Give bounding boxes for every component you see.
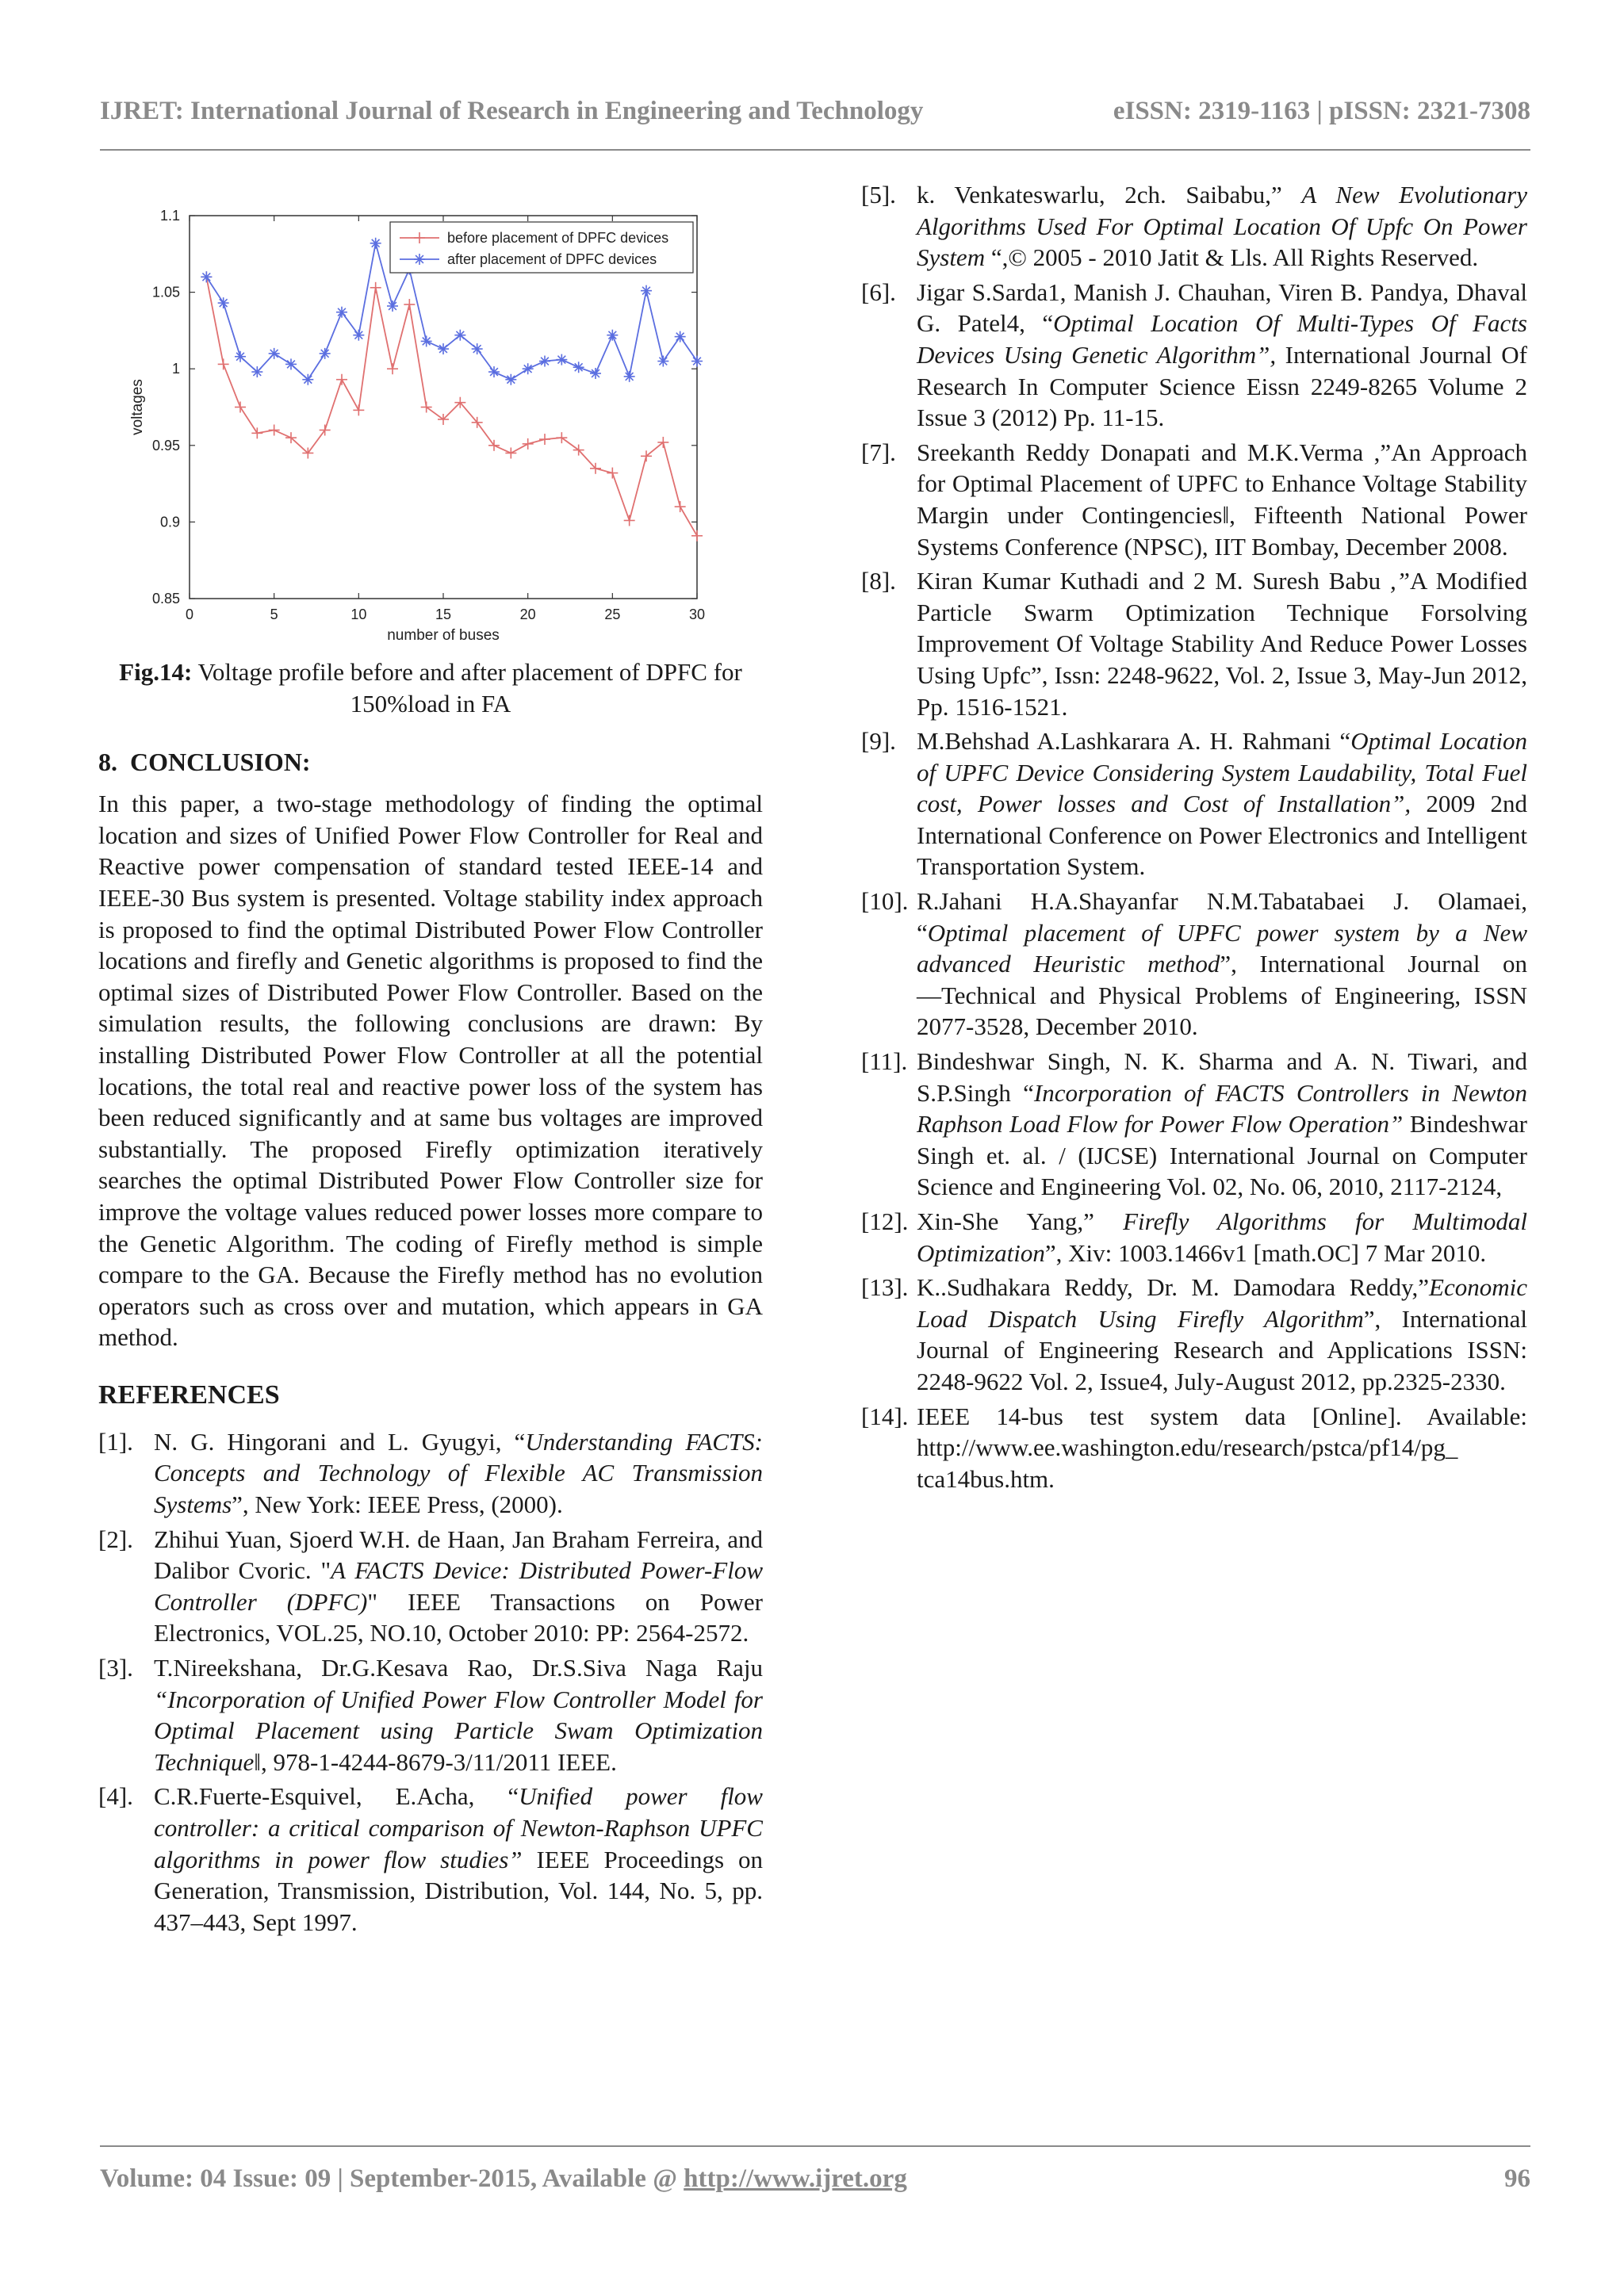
reference-number: [8].	[861, 567, 896, 595]
caption-label: Fig.14:	[119, 658, 193, 686]
y-tick-label: 1	[171, 361, 180, 377]
reference-item	[861, 1206, 1527, 1269]
reference-text: k. Venkateswarlu, 2ch. Saibabu,” A New Evolutionary Algorithms Used For Optimal Location Of Upfc On Power System “,© 2005 - 2010 Jatit & Lls. All Rights Reserved.	[917, 181, 1527, 272]
x-tick-label: 15	[435, 607, 452, 622]
caption-text: Voltage profile before and after placement of DPFC for 150%load in FA	[197, 658, 742, 718]
reference-number: [12].	[861, 1207, 909, 1235]
references-list-left	[98, 1426, 763, 1938]
x-tick-label: 0	[185, 607, 194, 622]
x-tick-label: 5	[270, 607, 278, 622]
y-tick-label: 1.05	[151, 284, 180, 300]
reference-item	[98, 1524, 763, 1649]
section-title: CONCLUSION:	[130, 748, 311, 777]
reference-text: Sreekanth Reddy Donapati and M.K.Verma ,”An Approach for Optimal Placement of UPFC to Enhance Voltage Stability Margin under Contingencies‖, Fifteenth National Power Systems Conference (NPSC), IIT Bombay, December 2008.	[917, 438, 1527, 561]
reference-item	[98, 1426, 763, 1521]
legend-label: after placement of DPFC devices	[447, 251, 657, 267]
reference-text: M.Behshad A.Lashkarara A. H. Rahmani “Optimal Location of UPFC Device Considering System Laudability, Total Fuel cost, Power losses and Cost of Installation”, 2009 2nd International Conference on Power Electronics and Intelligent Transportation System.	[917, 727, 1527, 881]
reference-item	[861, 725, 1527, 882]
reference-text: C.R.Fuerte-Esquivel, E.Acha, “Unified power flow controller: a critical comparison of Newton-Raphson UPFC algorithms in power flow studies” IEEE Proceedings on Generation, Transmission, Distribution, Vol. 144, No. 5, pp. 437–443, Sept 1997.	[154, 1782, 763, 1936]
reference-item	[861, 437, 1527, 562]
reference-item	[861, 1272, 1527, 1397]
section-number: 8.	[98, 748, 117, 777]
reference-text: K..Sudhakara Reddy, Dr. M. Damodara Reddy,”Economic Load Dispatch Using Firefly Algorithm”, International Journal of Engineering Research and Applications ISSN: 2248-9622 Vol. 2, Issue4, July-August 2012, pp.2325-2330.	[917, 1273, 1527, 1395]
reference-text: Kiran Kumar Kuthadi and 2 M. Suresh Babu ,”A Modified Particle Swarm Optimization Technique Forsolving Improvement Of Voltage Stability And Reduce Power Losses Using Upfc”, Issn: 2248-9622, Vol. 2, Issue 3, May-Jun 2012, Pp. 1516-1521.	[917, 567, 1527, 721]
reference-item	[861, 1046, 1527, 1203]
reference-number: [6].	[861, 277, 896, 306]
reference-text: Bindeshwar Singh, N. K. Sharma and A. N. Tiwari, and S.P.Singh “Incorporation of FACTS Controllers in Newton Raphson Load Flow for Power Flow Operation” Bindeshwar Singh et. al. / (IJCSE) International Journal on Computer Science and Engineering Vol. 02, No. 06, 2010, 2117-2124,	[917, 1047, 1527, 1201]
reference-number: [10].	[861, 887, 909, 916]
references-heading: REFERENCES	[98, 1380, 280, 1410]
reference-text: Jigar S.Sarda1, Manish J. Chauhan, Viren B. Pandya, Dhaval G. Patel4, “Optimal Location Of Multi-Types Of Facts Devices Using Genetic Algorithm”, International Journal Of Research In Computer Science Eissn 2249-8265 Volume 2 Issue 3 (2012) Pp. 11-15.	[917, 277, 1527, 432]
left-column	[98, 198, 763, 1941]
x-axis-label: number of buses	[387, 627, 500, 644]
x-tick-label: 20	[519, 607, 536, 622]
page-header	[100, 97, 1530, 126]
reference-item	[98, 1652, 763, 1777]
x-tick-label: 10	[350, 607, 367, 622]
reference-text: R.Jahani H.A.Shayanfar N.M.Tabatabaei J. Olamaei, “Optimal placement of UPFC power system by a New advanced Heuristic method”, International Journal on ―Technical and Physical Problems of Engineering, ISSN 2077-3528, December 2010.	[917, 887, 1527, 1041]
footer-divider	[100, 2145, 1530, 2147]
y-tick-label: 0.9	[159, 514, 180, 530]
figure-14	[98, 198, 763, 650]
reference-item	[861, 886, 1527, 1043]
header-divider	[100, 149, 1530, 151]
reference-number: [13].	[861, 1273, 909, 1302]
reference-number: [14].	[861, 1402, 909, 1430]
issn: eISSN: 2319-1163 | pISSN: 2321-7308	[1113, 97, 1530, 125]
reference-number: [9].	[861, 727, 896, 756]
y-tick-label: 1.1	[159, 208, 180, 224]
page-footer	[100, 2164, 1530, 2194]
reference-text: N. G. Hingorani and L. Gyugyi, “Understanding FACTS: Concepts and Technology of Flexible AC Transmission Systems”, New York: IEEE Press, (2000).	[154, 1427, 763, 1519]
reference-number: [7].	[861, 438, 896, 466]
reference-number: [1].	[98, 1427, 133, 1456]
page-number: 96	[1504, 2164, 1530, 2193]
reference-text: IEEE 14-bus test system data [Online]. Available: http://www.ee.washington.edu/research/pstca/pf14/pg_ tca14bus.htm.	[917, 1402, 1527, 1493]
right-column	[861, 179, 1527, 1498]
reference-item	[861, 277, 1527, 434]
references-list-right	[861, 179, 1527, 1494]
reference-item	[861, 1401, 1527, 1495]
reference-item	[861, 179, 1527, 274]
voltage-chart	[98, 198, 763, 650]
reference-text: Xin-She Yang,” Firefly Algorithms for Multimodal Optimization”, Xiv: 1003.1466v1 [math.OC] 7 Mar 2010.	[917, 1207, 1527, 1267]
legend-label: before placement of DPFC devices	[447, 230, 669, 246]
y-tick-label: 0.85	[151, 591, 180, 607]
journal-link[interactable]: http://www.ijret.org	[684, 2164, 907, 2193]
reference-number: [4].	[98, 1782, 133, 1811]
reference-number: [11].	[861, 1047, 908, 1076]
conclusion-text: In this paper, a two-stage methodology of finding the optimal location and sizes of Unified Power Flow Controller for Real and Reactive power compensation of standard tested IEEE-14 and IEEE-30 Bus system is presented. Voltage stability index approach is proposed to find the optimal Distributed Power Flow Controller locations and firefly and Genetic algorithms is proposed to find the optimal sizes of Distributed Power Flow Controller. Based on the simulation results, the following conclusions are drawn: By installing Distributed Power Flow Controller at all the potential locations, the total real and reactive power loss of the system has been reduced significantly and at same bus voltages are improved substantially. The proposed Firefly optimization iteratively searches the optimal Distributed Power Flow Controller size for improve the voltage values reduced power losses more compare to the Genetic Algorithm. The coding of Firefly method is simple compare to the GA. Because the Firefly method has no evolution operators such as cross over and mutation, which appears in GA method.	[98, 790, 763, 1352]
volume-info: Volume: 04 Issue: 09 | September-2015, Available @	[100, 2164, 677, 2193]
reference-item	[861, 565, 1527, 722]
reference-number: [5].	[861, 181, 896, 209]
x-tick-label: 30	[688, 607, 706, 622]
reference-number: [2].	[98, 1525, 133, 1553]
reference-item	[98, 1781, 763, 1938]
conclusion-heading	[98, 748, 763, 777]
reference-text: Zhihui Yuan, Sjoerd W.H. de Haan, Jan Braham Ferreira, and Dalibor Cvoric. "A FACTS Device: Distributed Power-Flow Controller (DPFC)" IEEE Transactions on Power Electronics, VOL.25, NO.10, October 2010: PP: 2564-2572.	[154, 1525, 763, 1647]
journal-title: IJRET: International Journal of Research in Engineering and Technology	[100, 97, 924, 125]
y-tick-label: 0.95	[151, 437, 180, 453]
y-axis-label: voltages	[129, 379, 146, 435]
figure-caption	[98, 656, 763, 719]
reference-text: T.Nireekshana, Dr.G.Kesava Rao, Dr.S.Siva Naga Raju “Incorporation of Unified Power Flow Controller Model for Optimal Placement using Particle Swam Optimization Technique‖, 978-1-4244-8679-3/11/2011 IEEE.	[154, 1654, 763, 1776]
x-tick-label: 25	[604, 607, 621, 622]
footer-volume	[100, 2164, 907, 2194]
reference-number: [3].	[98, 1654, 133, 1682]
